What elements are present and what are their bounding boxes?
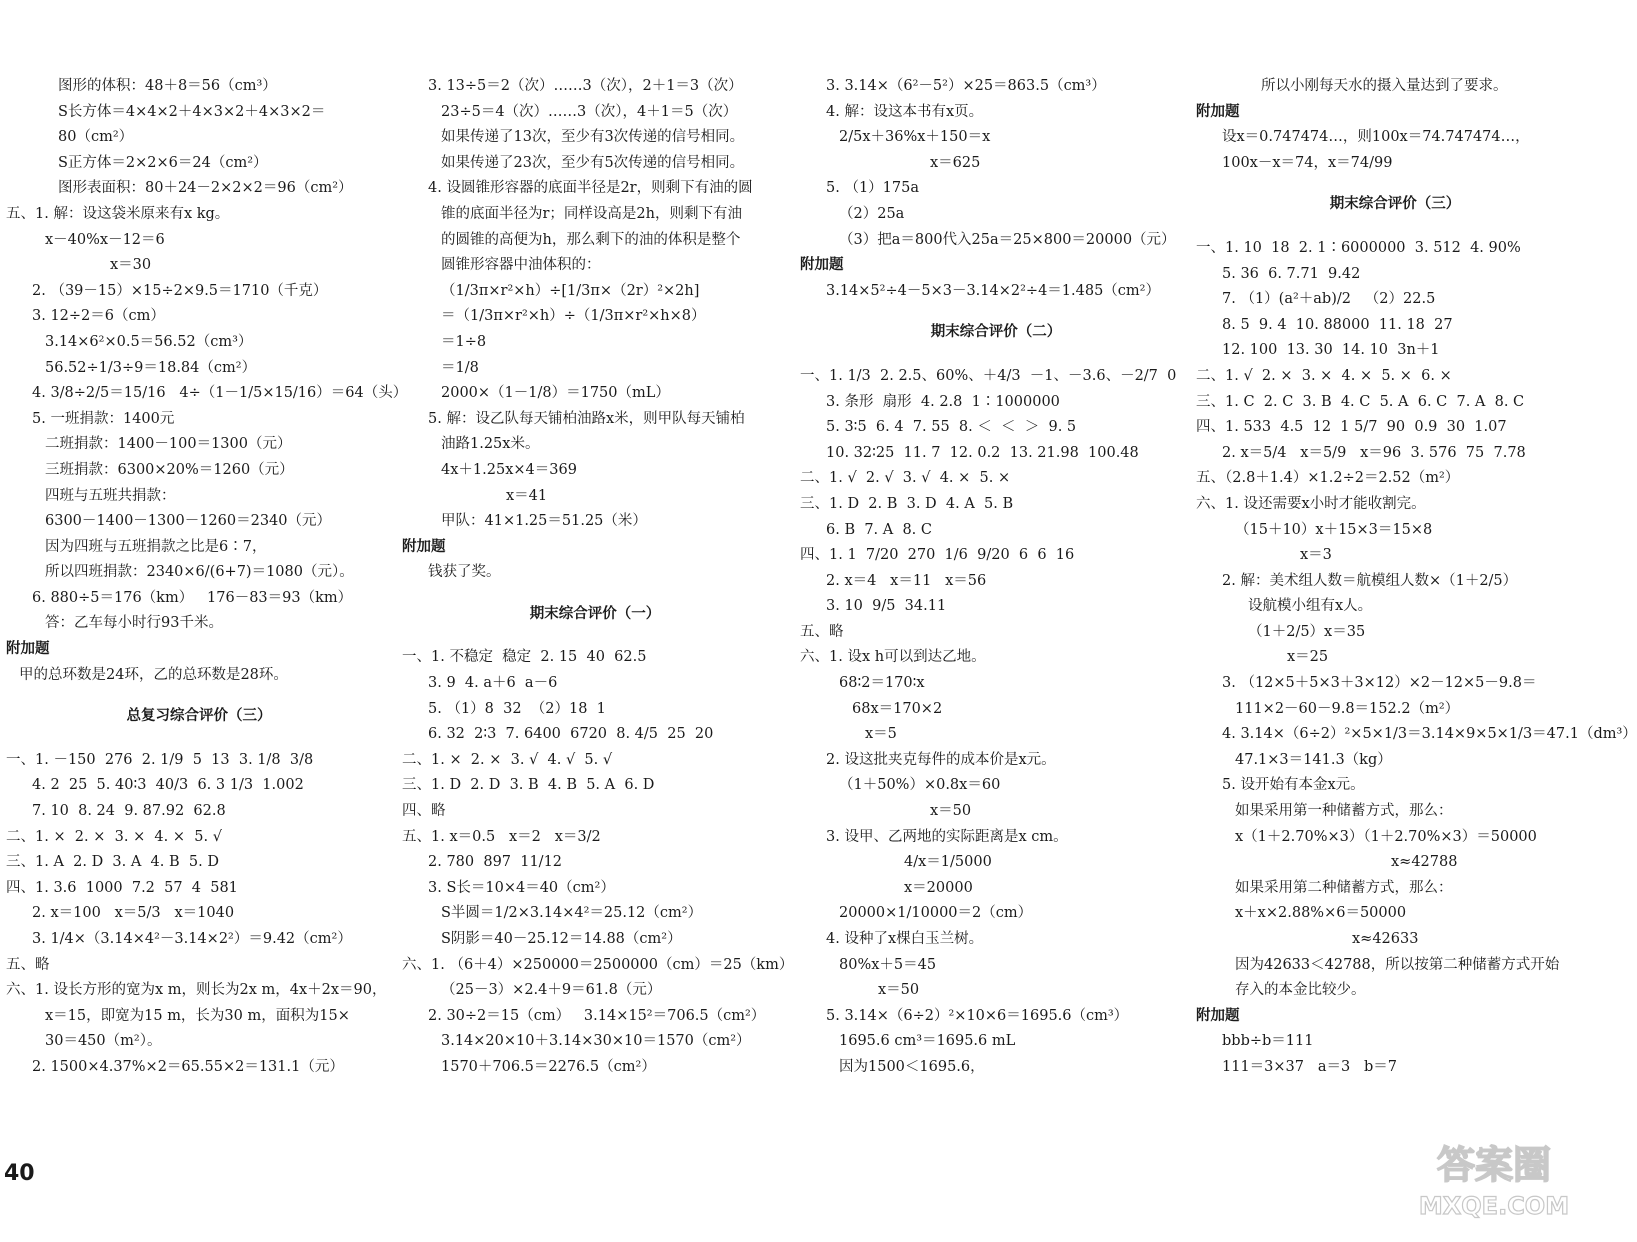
answer-line: S正方体＝2×2×6＝24（cm²） <box>58 154 268 171</box>
answer-line: 设x＝0.747474…，则100x＝74.747474…， <box>1222 129 1530 146</box>
answer-line: 二、1. × 2. × 3. √ 4. √ 5. √ <box>402 751 613 768</box>
section-heading: 期末综合评价（一） <box>529 605 661 622</box>
answer-line: 3. 10 9/5 34.11 <box>826 598 947 615</box>
answer-line: 二、1. × 2. × 3. × 4. × 5. √ <box>6 828 222 845</box>
watermark-logo <box>1404 1134 1584 1224</box>
answer-line: 3. 13÷5＝2（次）……3（次），2＋1＝3（次） <box>428 78 743 94</box>
answer-line: 5. 3.14×（6÷2）²×10×6＝1695.6（cm³） <box>826 1007 1129 1024</box>
answer-line: 所以四班捐款：2340×6/(6+7)＝1080（元）。 <box>45 564 354 581</box>
answer-line: 3. 1/4×（3.14×4²－3.14×2²）＝9.42（cm²） <box>32 931 352 947</box>
answer-line: 设航模小组有x人。 <box>1248 598 1373 615</box>
answer-line: 三、1. C 2. C 3. B 4. C 5. A 6. C 7. A 8. C <box>1196 393 1525 410</box>
answer-line: 7. 10 8. 24 9. 87.92 62.8 <box>32 803 226 820</box>
bonus-heading: 附加题 <box>1196 103 1240 120</box>
answer-line: 甲队：41×1.25＝51.25（米） <box>441 513 647 530</box>
answer-line: 23÷5＝4（次）……3（次），4＋1＝5（次） <box>441 103 738 120</box>
answer-line: 47.1×3＝141.3（kg） <box>1235 751 1392 768</box>
answer-line: 68∶2＝170∶x <box>839 675 925 692</box>
answer-line: 30＝450（m²）。 <box>45 1033 162 1050</box>
answer-line: 图形的体积：48＋8＝56（cm³） <box>58 78 277 94</box>
answer-line: x－40%x－12＝6 <box>45 231 165 248</box>
page-number: 40 <box>4 1161 35 1186</box>
answer-line: x≈42633 <box>1352 931 1419 947</box>
answer-line: 甲的总环数是24环，乙的总环数是28环。 <box>19 666 288 683</box>
answer-column-4 <box>1196 74 1637 1081</box>
answer-line: 100x－x＝74，x＝74/99 <box>1222 154 1393 171</box>
answer-line: （1/3π×r²×h）÷[1/3π×（2r）²×2h] <box>441 282 700 299</box>
answer-line: 6. 880÷5＝176（km） 176－83＝93（km） <box>32 589 353 606</box>
answer-line: （1＋2/5）x＝35 <box>1248 623 1366 640</box>
answer-line: S半圆＝1/2×3.14×4²＝25.12（cm²） <box>441 905 703 922</box>
answer-line: 二班捐款：1400－100＝1300（元） <box>45 436 292 453</box>
answer-line: 二、1. √ 2. √ 3. √ 4. × 5. × <box>800 470 1011 487</box>
answer-line: x≈42788 <box>1391 854 1458 871</box>
answer-line: 6. B 7. A 8. C <box>826 521 932 538</box>
answer-line: 4. 设种了x棵白玉兰树。 <box>826 931 984 947</box>
answer-line: 56.52÷1/3÷9＝18.84（cm²） <box>45 359 257 376</box>
answer-line: 六、1. 设长方形的宽为x m，则长为2x m，4x＋2x＝90， <box>6 982 387 999</box>
answer-line: 四、略 <box>402 803 446 820</box>
answer-line: 2/5x＋36%x＋150＝x <box>839 129 991 146</box>
answer-line: ＝1/8 <box>441 359 479 376</box>
answer-line: 如果采用第一种储蓄方式，那么： <box>1235 803 1453 820</box>
answer-line: 1695.6 cm³＝1695.6 mL <box>839 1033 1016 1050</box>
answer-line: 3.14×5²÷4－5×3－3.14×2²÷4＝1.485（cm²） <box>826 282 1160 299</box>
answer-line: 钱获了奖。 <box>428 564 501 581</box>
answer-line: 5. 36 6. 7.71 9.42 <box>1222 265 1361 282</box>
answer-line: 4. 2 25 5. 40∶3 40/3 6. 3 1/3 1.002 <box>32 777 304 794</box>
answer-line: 一、1. 不稳定 稳定 2. 15 40 62.5 <box>402 649 647 666</box>
answer-line: ＝1÷8 <box>441 333 487 350</box>
answer-line: 因为四班与五班捐款之比是6∶7， <box>45 538 267 555</box>
answer-line: x＝25 <box>1287 649 1329 666</box>
answer-line: 四、1. 533 4.5 12 1 5/7 90 0.9 30 1.07 <box>1196 419 1507 436</box>
answer-line: （3）把a＝800代入25a＝25×800＝20000（元） <box>839 231 1176 248</box>
answer-line: 五、1. x＝0.5 x＝2 x＝3/2 <box>402 828 601 845</box>
answer-line: 5. 设开始有本金x元。 <box>1222 777 1365 794</box>
answer-line: 10. 32∶25 11. 7 12. 0.2 13. 21.98 100.48 <box>826 444 1139 461</box>
answer-line: 3. 12÷2＝6（cm） <box>32 308 165 325</box>
answer-line: 6. 32 2∶3 7. 6400 6720 8. 4/5 25 20 <box>428 726 714 743</box>
answer-line: 12. 100 13. 30 14. 10 3n＋1 <box>1222 342 1440 359</box>
answer-line: x＝20000 <box>904 879 973 896</box>
answer-line: 2. 解：美术组人数＝航模组人数×（1＋2/5） <box>1222 572 1518 589</box>
answer-line: 3. （12×5＋5×3＋3×12）×2－12×5－9.8＝ <box>1222 675 1537 692</box>
answer-line: 5. （1）175a <box>826 180 919 197</box>
answer-line: 1570＋706.5＝2276.5（cm²） <box>441 1058 656 1075</box>
answer-line: x＝50 <box>878 982 920 999</box>
answer-line: x＝15，即宽为15 m，长为30 m，面积为15× <box>45 1007 350 1024</box>
answer-line: 5. 3∶5 6. 4 7. 55 8. ＜ ＜ ＞ 9. 5 <box>826 419 1077 436</box>
answer-line: 4/x＝1/5000 <box>904 854 992 871</box>
bonus-heading: 附加题 <box>800 257 844 274</box>
answer-line: 80%x＋5＝45 <box>839 956 937 973</box>
answer-line: 答：乙车每小时行93千米。 <box>45 615 223 632</box>
answer-column-2 <box>402 74 794 1081</box>
answer-line: 7. （1）(a²＋ab)/2 （2）22.5 <box>1222 291 1436 308</box>
answer-line: 3.14×6²×0.5＝56.52（cm³） <box>45 333 253 350</box>
answer-line: 6300－1400－1300－1260＝2340（元） <box>45 513 332 530</box>
bonus-heading: 附加题 <box>6 641 50 658</box>
answer-line: （2）25a <box>839 205 905 222</box>
answer-line: S长方体＝4×4×2＋4×3×2＋4×3×2＝ <box>58 103 326 120</box>
answer-line: 111＝3×37 a＝3 b＝7 <box>1222 1058 1398 1075</box>
answer-line: 2. （39－15）×15÷2×9.5＝1710（千克） <box>32 282 328 299</box>
answer-column-3 <box>800 74 1192 1081</box>
answer-line: 2. 1500×4.37%×2＝65.55×2＝131.1（元） <box>32 1058 344 1075</box>
answer-line: 2. x＝100 x＝5/3 x＝1040 <box>32 905 235 922</box>
watermark-line2: MXQE.COM <box>1418 1192 1570 1220</box>
answer-line: 3. 3.14×（6²－5²）×25＝863.5（cm³） <box>826 78 1106 94</box>
bonus-heading: 附加题 <box>402 538 446 555</box>
section-heading: 期末综合评价（二） <box>930 324 1062 341</box>
answer-line: 111×2－60－9.8＝152.2（m²） <box>1235 700 1460 717</box>
answer-line: 存入的本金比较少。 <box>1235 982 1366 999</box>
answer-line: 3. 条形 扇形 4. 2.8 1∶1000000 <box>826 393 1060 410</box>
watermark-line1: 答案圈 <box>1436 1143 1552 1187</box>
answer-line: 3. 9 4. a＋6 a－6 <box>428 675 558 692</box>
answer-line: 三、1. D 2. B 3. D 4. A 5. B <box>800 495 1014 512</box>
answer-line: 三班捐款：6300×20%＝1260（元） <box>45 461 294 478</box>
answer-line: 5. 解：设乙队每天铺柏油路x米，则甲队每天铺柏 <box>428 410 745 427</box>
answer-line: 3.14×20×10＋3.14×30×10＝1570（cm²） <box>441 1033 751 1050</box>
answer-line: 4. 3/8÷2/5＝15/16 4÷（1－1/5×15/16）＝64（头） <box>32 385 408 402</box>
answer-line: 4. 设圆锥形容器的底面半径是2r，则剩下有油的圆 <box>428 180 753 197</box>
answer-line: x＝5 <box>865 726 897 743</box>
answer-line: 5. 一班捐款：1400元 <box>32 410 175 427</box>
answer-line: 五、（2.8＋1.4）×1.2÷2＝2.52（m²） <box>1196 470 1460 487</box>
answer-line: 三、1. A 2. D 3. A 4. B 5. D <box>6 854 219 871</box>
answer-line: 3. S长＝10×4＝40（cm²） <box>428 879 615 896</box>
answer-column-1 <box>6 74 408 1081</box>
bonus-heading: 附加题 <box>1196 1007 1240 1024</box>
answer-line: 一、1. 1/3 2. 2.5、60%、＋4/3 －1、－3.6、－2/7 0 <box>800 367 1177 384</box>
answer-line: 圆锥形容器中油体积的： <box>441 257 601 274</box>
answer-line: 2. 780 897 11/12 <box>428 854 563 871</box>
answer-line: 20000×1/10000＝2（cm） <box>839 905 1033 922</box>
answer-line: 2000×（1－1/8）＝1750（mL） <box>441 385 670 402</box>
answer-line: 油路1.25x米。 <box>441 436 540 453</box>
answer-line: 五、略 <box>800 623 844 640</box>
answer-line: x＝30 <box>110 257 152 274</box>
answer-line: 4. 3.14×（6÷2）²×5×1/3＝3.14×9×5×1/3＝47.1（dm³） <box>1222 726 1637 743</box>
answer-line: 因为42633＜42788，所以按第二种储蓄方式开始 <box>1235 956 1560 973</box>
answer-line: （25－3）×2.4＋9＝61.8（元） <box>441 982 662 999</box>
answer-line: 如果采用第二种储蓄方式，那么： <box>1235 879 1453 896</box>
answer-line: 所以小刚每天水的摄入量达到了要求。 <box>1261 78 1508 94</box>
section-heading: 总复习综合评价（三） <box>126 708 272 725</box>
answer-line: 一、1. 10 18 2. 1∶6000000 3. 512 4. 90% <box>1196 239 1521 256</box>
answer-line: 的圆锥的高便为h，那么剩下的油的体积是整个 <box>441 231 741 248</box>
section-heading: 期末综合评价（三） <box>1329 196 1461 213</box>
answer-line: 8. 5 9. 4 10. 88000 11. 18 27 <box>1222 316 1453 333</box>
answer-line: 二、1. √ 2. × 3. × 4. × 5. × 6. × <box>1196 367 1452 384</box>
answer-line: 一、1. －150 276 2. 1/9 5 13 3. 1/8 3/8 <box>6 751 314 768</box>
answer-line: 4x＋1.25x×4＝369 <box>441 461 577 478</box>
answer-line: 五、1. 解：设这袋米原来有x kg。 <box>6 205 230 222</box>
answer-line: 六、1. （6＋4）×250000＝2500000（cm）＝25（km） <box>402 956 794 973</box>
answer-line: 2. x＝4 x＝11 x＝56 <box>826 572 987 589</box>
answer-line: 2. x＝5/4 x＝5/9 x＝96 3. 576 75 7.78 <box>1222 444 1526 461</box>
answer-line: 六、1. 设还需要x小时才能收割完。 <box>1196 495 1426 512</box>
answer-line: x＝3 <box>1300 547 1332 564</box>
answer-line: x＋x×2.88%×6＝50000 <box>1235 905 1407 922</box>
answer-line: 锥的底面半径为r；同样设高是2h，则剩下有油 <box>441 205 742 222</box>
answer-line: 2. 30÷2＝15（cm） 3.14×15²＝706.5（cm²） <box>428 1007 766 1024</box>
answer-line: 四、1. 3.6 1000 7.2 57 4 581 <box>6 879 238 896</box>
answer-line: x（1＋2.70%×3）（1＋2.70%×3）＝50000 <box>1235 828 1537 845</box>
answer-line: 如果传递了13次，至少有3次传递的信号相同。 <box>441 129 745 146</box>
answer-line: x＝41 <box>506 487 548 504</box>
answer-line: 5. （1）8 32 （2）18 1 <box>428 700 606 717</box>
answer-line: S阴影＝40－25.12＝14.88（cm²） <box>441 931 682 947</box>
answer-line: 五、略 <box>6 956 50 973</box>
answer-line: 图形表面积：80＋24－2×2×2＝96（cm²） <box>58 180 353 197</box>
answer-line: 三、1. D 2. D 3. B 4. B 5. A 6. D <box>402 777 655 794</box>
answer-line: bbb÷b＝111 <box>1222 1033 1314 1050</box>
answer-line: 4. 解：设这本书有x页。 <box>826 103 984 120</box>
answer-line: 80（cm²） <box>58 129 134 146</box>
answer-line: x＝625 <box>930 154 981 171</box>
answer-line: ＝（1/3π×r²×h）÷（1/3π×r²×h×8） <box>441 308 706 325</box>
answer-line: 68x＝170×2 <box>852 700 943 717</box>
answer-line: 如果传递了23次，至少有5次传递的信号相同。 <box>441 154 745 171</box>
answer-line: 四、1. 1 7/20 270 1/6 9/20 6 6 16 <box>800 547 1075 564</box>
answer-line: 六、1. 设x h可以到达乙地。 <box>800 649 986 666</box>
answer-line: （15＋10）x＋15×3＝15×8 <box>1235 521 1433 538</box>
answer-line: 因为1500＜1695.6， <box>839 1058 985 1075</box>
answer-line: （1＋50%）×0.8x＝60 <box>839 777 1001 794</box>
answer-line: 四班与五班共捐款： <box>45 487 176 504</box>
answer-line: 2. 设这批夹克每件的成本价是x元。 <box>826 751 1056 768</box>
answer-line: 3. 设甲、乙两地的实际距离是x cm。 <box>826 828 1068 845</box>
answer-line: x＝50 <box>930 803 972 820</box>
